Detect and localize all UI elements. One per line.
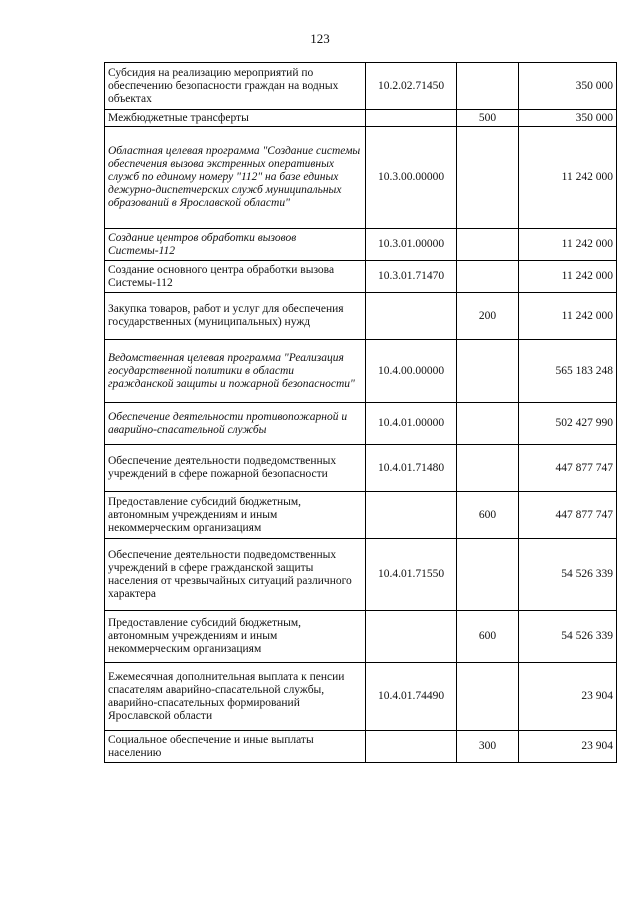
table-row <box>105 261 617 293</box>
row-code: 10.2.02.71450 <box>366 63 457 110</box>
row-expense-type <box>457 403 519 445</box>
row-sum: 11 242 000 <box>519 229 617 261</box>
row-sum: 447 877 747 <box>519 492 617 539</box>
table-row <box>105 229 617 261</box>
table-row <box>105 340 617 403</box>
table-row <box>105 731 617 763</box>
table-row <box>105 293 617 340</box>
row-sum: 11 242 000 <box>519 261 617 293</box>
row-name: Закупка товаров, работ и услуг для обеспечения государственных (муниципальных) нужд <box>105 293 366 340</box>
row-expense-type <box>457 539 519 611</box>
table-row <box>105 110 617 127</box>
row-expense-type <box>457 340 519 403</box>
page-number: 123 <box>310 31 330 46</box>
table-row <box>105 663 617 731</box>
row-name: Обеспечение деятельности подведомственных учреждений в сфере пожарной безопасности <box>105 445 366 492</box>
row-name: Обеспечение деятельности подведомственных учреждений в сфере гражданской защиты населения от чрезвычайных ситуаций различного характера <box>105 539 366 611</box>
row-sum: 23 904 <box>519 731 617 763</box>
row-name: Создание основного центра обработки вызова Системы-112 <box>105 261 366 293</box>
row-sum: 565 183 248 <box>519 340 617 403</box>
row-expense-type: 600 <box>457 492 519 539</box>
row-name: Социальное обеспечение и иные выплаты населению <box>105 731 366 763</box>
row-code: 10.4.01.00000 <box>366 403 457 445</box>
row-sum: 54 526 339 <box>519 611 617 663</box>
row-code <box>366 731 457 763</box>
row-name: Областная целевая программа "Создание системы обеспечения вызова экстренных оперативных служб по единому номеру "112" на базе единых дежурно-диспетчерских служб муниципальных образований в Ярославской области" <box>105 127 366 229</box>
row-sum: 11 242 000 <box>519 127 617 229</box>
row-code: 10.4.00.00000 <box>366 340 457 403</box>
budget-table <box>104 62 617 763</box>
row-expense-type <box>457 229 519 261</box>
row-sum: 23 904 <box>519 663 617 731</box>
row-name: Ведомственная целевая программа "Реализация государственной политики в области гражданской защиты и пожарной безопасности" <box>105 340 366 403</box>
table-row <box>105 63 617 110</box>
row-expense-type: 500 <box>457 110 519 127</box>
table-row <box>105 611 617 663</box>
row-sum: 11 242 000 <box>519 293 617 340</box>
table-row <box>105 539 617 611</box>
row-sum: 350 000 <box>519 63 617 110</box>
row-name: Субсидия на реализацию мероприятий по обеспечению безопасности граждан на водных объектах <box>105 63 366 110</box>
row-name: Предоставление субсидий бюджетным, автономным учреждениям и иным некоммерческим организациям <box>105 492 366 539</box>
row-code: 10.4.01.71550 <box>366 539 457 611</box>
table-row <box>105 403 617 445</box>
table-row <box>105 127 617 229</box>
row-sum: 350 000 <box>519 110 617 127</box>
row-expense-type: 600 <box>457 611 519 663</box>
row-sum: 54 526 339 <box>519 539 617 611</box>
row-code: 10.4.01.71480 <box>366 445 457 492</box>
row-code <box>366 293 457 340</box>
row-expense-type <box>457 261 519 293</box>
row-name: Предоставление субсидий бюджетным, автономным учреждениям и иным некоммерческим организациям <box>105 611 366 663</box>
table-row <box>105 492 617 539</box>
row-expense-type <box>457 663 519 731</box>
row-expense-type: 200 <box>457 293 519 340</box>
row-name: Обеспечение деятельности противопожарной и аварийно-спасательной службы <box>105 403 366 445</box>
row-code <box>366 492 457 539</box>
row-sum: 502 427 990 <box>519 403 617 445</box>
row-code: 10.3.00.00000 <box>366 127 457 229</box>
row-code: 10.3.01.00000 <box>366 229 457 261</box>
table-row <box>105 445 617 492</box>
row-name: Создание центров обработки вызовов Системы-112 <box>105 229 366 261</box>
row-code: 10.4.01.74490 <box>366 663 457 731</box>
row-expense-type <box>457 445 519 492</box>
row-code <box>366 110 457 127</box>
row-code: 10.3.01.71470 <box>366 261 457 293</box>
row-code <box>366 611 457 663</box>
row-expense-type: 300 <box>457 731 519 763</box>
row-name: Ежемесячная дополнительная выплата к пенсии спасателям аварийно-спасательной службы, аварийно-спасательных формирований Ярославской области <box>105 663 366 731</box>
row-sum: 447 877 747 <box>519 445 617 492</box>
row-name: Межбюджетные трансферты <box>105 110 366 127</box>
row-expense-type <box>457 63 519 110</box>
row-expense-type <box>457 127 519 229</box>
